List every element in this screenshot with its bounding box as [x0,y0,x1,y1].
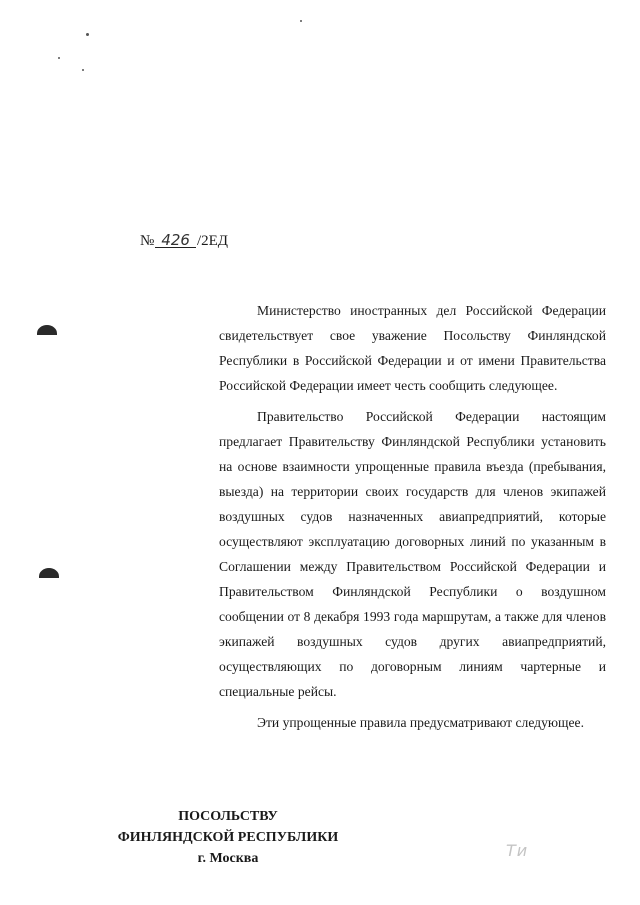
addressee-line-embassy: ПОСОЛЬСТВУ [178,809,278,824]
addressee-line-country: ФИНЛЯНДСКОЙ РЕСПУБЛИКИ [117,830,339,845]
reference-handwritten-number: 426 [155,233,196,248]
note-body [219,298,606,741]
reference-number [140,232,228,250]
reference-prefix: № [140,233,155,249]
scan-speck [300,20,302,22]
scan-speck [86,33,89,36]
addressee-block [100,806,356,869]
paragraph-proposal: Правительство Российской Федерации настоящим предлагает Правительству Финляндской Республики установить на основе взаимности упрощенные правила въезда (пребывания, выезда) на территории своих государств для членов экипажей воздушных судов назначенных авиапредприятий, которые осуществляют эксплуатацию договорных линий по указанным в Соглашении между Правительством Российской Федерации и Правительством Финляндской Республики о воздушном сообщении от 8 декабря 1993 года маршрутам, а также для членов экипажей воздушных судов других авиапредприятий, осуществляющих по договорным линиям чартерные и специальные рейсы. [219,409,606,699]
handwritten-initials: Ти [506,841,529,860]
paragraph-greeting: Министерство иностранных дел Российской Федерации свидетельствует свое уважение Посольству Финляндской Республики в Российской Федерации и от имени Правительства Российской Федерации имеет честь сообщить следующее. [219,303,606,393]
reference-suffix: /2ЕД [196,233,229,249]
punch-hole-mark [37,325,57,335]
scan-speck [82,69,84,71]
paragraph-rules-intro: Эти упрощенные правила предусматривают следующее. [257,715,584,730]
punch-hole-mark [39,568,59,578]
scan-speck [58,57,60,59]
addressee-line-city: г. Москва [197,851,259,866]
